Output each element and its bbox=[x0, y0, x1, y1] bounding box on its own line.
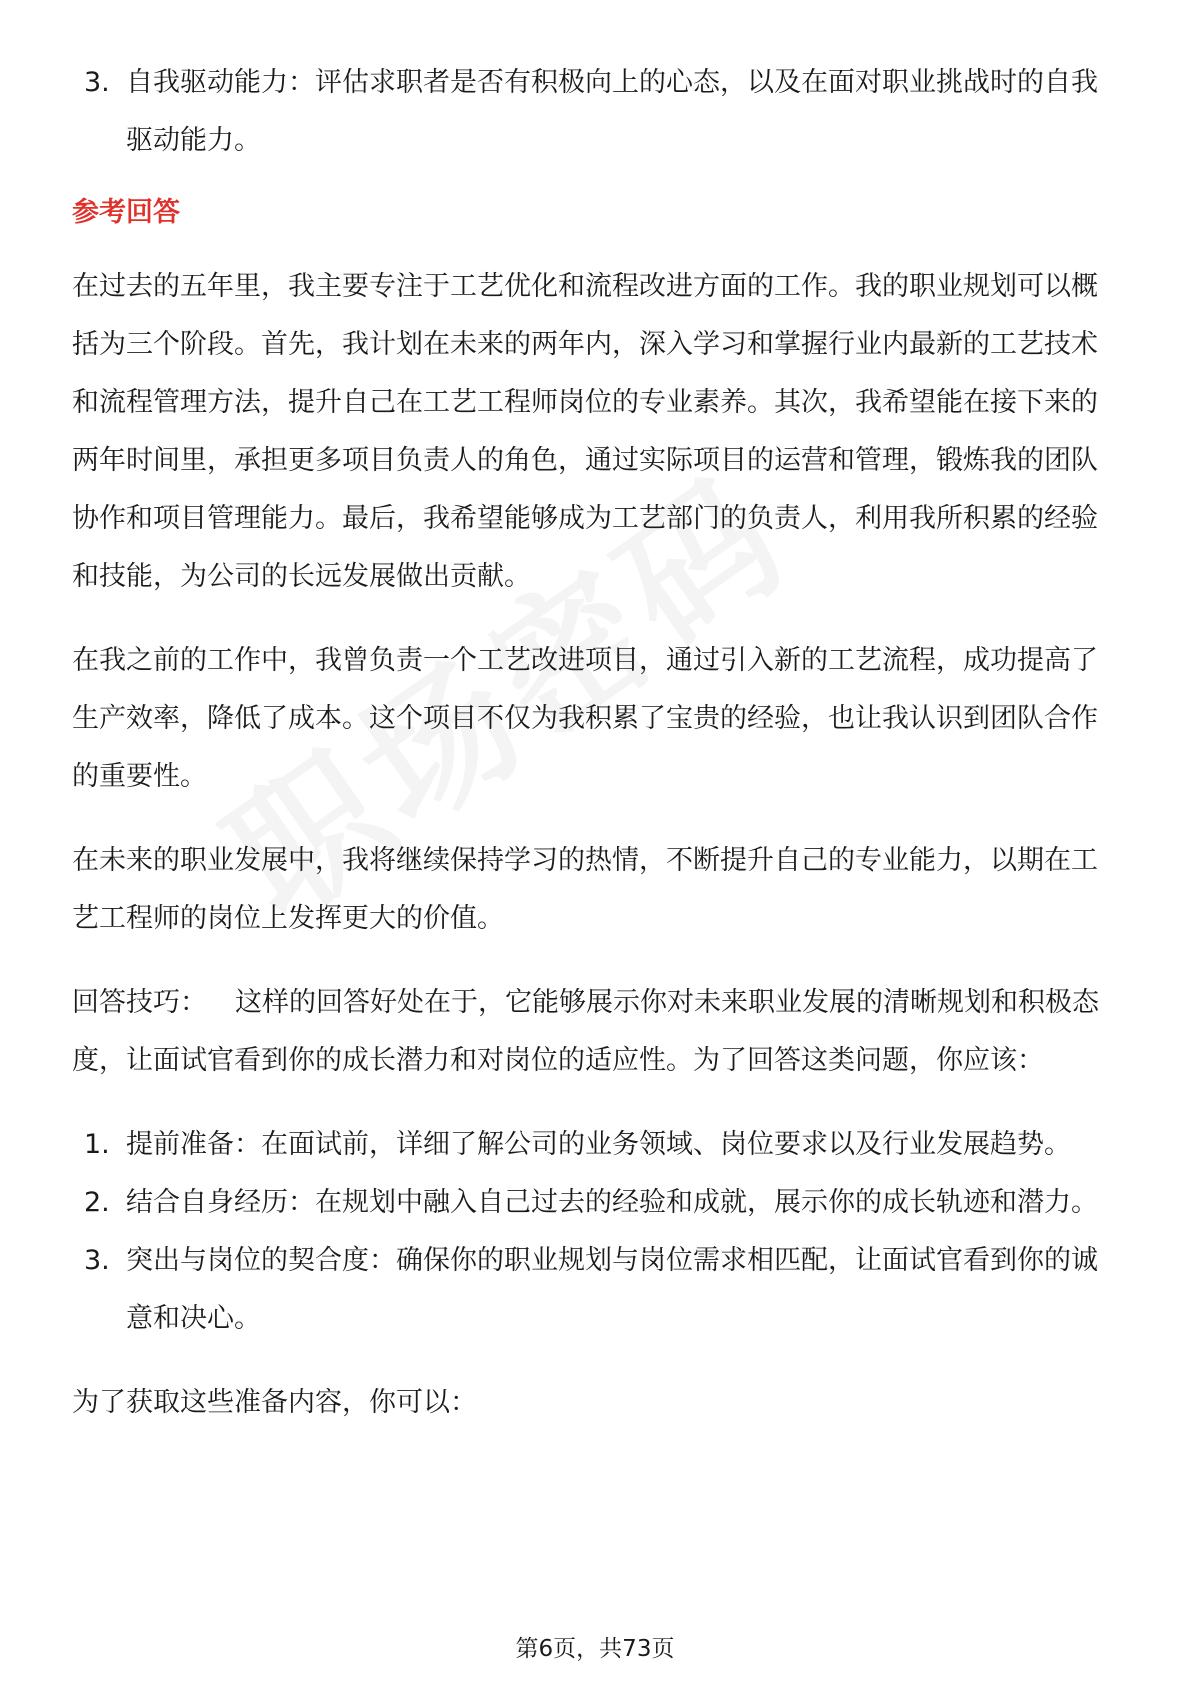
answer-paragraph: 在我之前的工作中，我曾负责一个工艺改进项目，通过引入新的工艺流程，成功提高了生产效率，降低了成本。这个项目不仅为我积累了宝贵的经验，也让我认识到团队合作的重要性。 bbox=[72, 645, 1098, 792]
criteria-list bbox=[72, 54, 1122, 170]
tip-label: 回答技巧： bbox=[72, 987, 207, 1018]
tip-paragraph bbox=[72, 974, 1122, 1090]
page-footer: 第6页，共73页 bbox=[515, 1636, 675, 1662]
list-item bbox=[72, 1116, 1122, 1174]
list-text: 突出与岗位的契合度：确保你的职业规划与岗位需求相匹配，让面试官看到你的诚意和决心。 bbox=[126, 1245, 1098, 1334]
section-heading: 参考回答 bbox=[72, 197, 180, 228]
list-number: 2. bbox=[84, 1187, 110, 1218]
list-number: 1. bbox=[84, 1129, 110, 1160]
tip-list bbox=[72, 1116, 1122, 1348]
list-item bbox=[72, 54, 1122, 170]
list-text: 自我驱动能力：评估求职者是否有积极向上的心态，以及在面对职业挑战时的自我驱动能力。 bbox=[126, 67, 1098, 156]
closing-paragraph: 为了获取这些准备内容，你可以： bbox=[72, 1387, 477, 1418]
list-number: 3. bbox=[84, 1245, 110, 1276]
answer-paragraph: 在未来的职业发展中，我将继续保持学习的热情，不断提升自己的专业能力，以期在工艺工程师的岗位上发挥更大的价值。 bbox=[72, 845, 1098, 934]
list-item bbox=[72, 1174, 1122, 1232]
list-text: 结合自身经历：在规划中融入自己过去的经验和成就，展示你的成长轨迹和潜力。 bbox=[126, 1187, 1098, 1218]
list-item bbox=[72, 1232, 1122, 1348]
page-content bbox=[72, 54, 1122, 1458]
answer-paragraph: 在过去的五年里，我主要专注于工艺优化和流程改进方面的工作。我的职业规划可以概括为三个阶段。首先，我计划在未来的两年内，深入学习和掌握行业内最新的工艺技术和流程管理方法，提升自己在工艺工程师岗位的专业素养。其次，我希望能在接下来的两年时间里，承担更多项目负责人的角色，通过实际项目的运营和管理，锻炼我的团队协作和项目管理能力。最后，我希望能够成为工艺部门的负责人，利用我所积累的经验和技能，为公司的长远发展做出贡献。 bbox=[72, 271, 1098, 592]
tip-text: 这样的回答好处在于，它能够展示你对未来职业发展的清晰规划和积极态度，让面试官看到你的成长潜力和对岗位的适应性。为了回答这类问题，你应该： bbox=[72, 987, 1099, 1076]
list-number: 3. bbox=[84, 67, 110, 98]
list-text: 提前准备：在面试前，详细了解公司的业务领域、岗位要求以及行业发展趋势。 bbox=[126, 1129, 1071, 1160]
